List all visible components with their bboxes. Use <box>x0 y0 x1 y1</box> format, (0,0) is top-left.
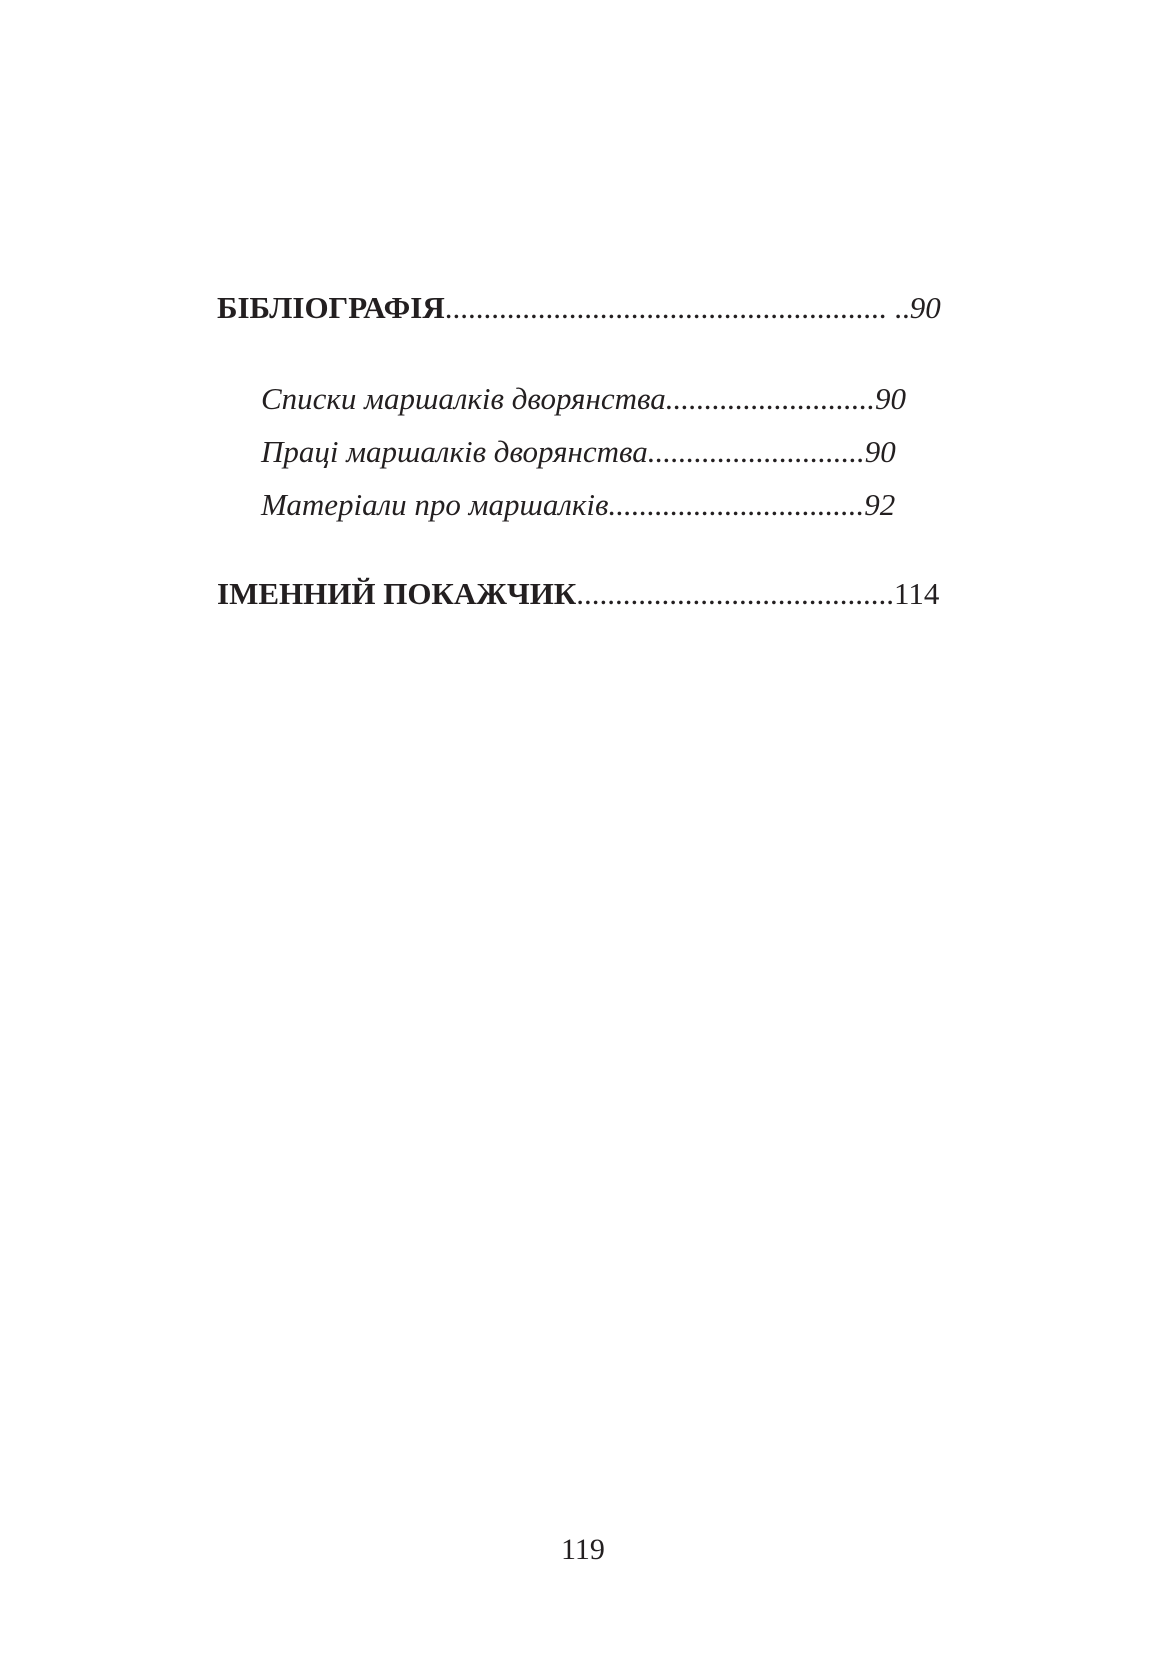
toc-subentry-leader: ............................ <box>647 434 865 469</box>
toc-entry-leader: ......................................... <box>576 576 895 611</box>
toc-subentry-title: Матеріали про маршалків <box>261 487 609 522</box>
toc-subentry-leader: ................................. <box>608 487 865 522</box>
toc-subentry-page: 90 <box>864 434 896 469</box>
toc-subentry-page: 90 <box>874 381 906 416</box>
toc-entry-page: 114 <box>894 576 940 611</box>
toc-subentry <box>261 487 895 523</box>
toc-entry-page: 90 <box>909 290 941 325</box>
toc-entry-leader: ......................................................... .. <box>444 290 910 325</box>
toc-subentry-title: Праці маршалків дворянства <box>261 434 648 469</box>
toc-subentry-leader: ........................... <box>665 381 875 416</box>
toc-entry-title: ІМЕННИЙ ПОКАЖЧИК <box>217 576 577 611</box>
toc-entry-title: БІБЛІОГРАФІЯ <box>217 290 445 325</box>
toc-subentry <box>261 381 906 417</box>
toc-entry-index <box>217 576 939 612</box>
toc-entry-bibliography <box>217 290 941 326</box>
toc-subentry-title: Списки маршалків дворянства <box>261 381 666 416</box>
toc-subentry <box>261 434 896 470</box>
toc-subentry-page: 92 <box>864 487 896 522</box>
page-number: 119 <box>561 1533 605 1566</box>
